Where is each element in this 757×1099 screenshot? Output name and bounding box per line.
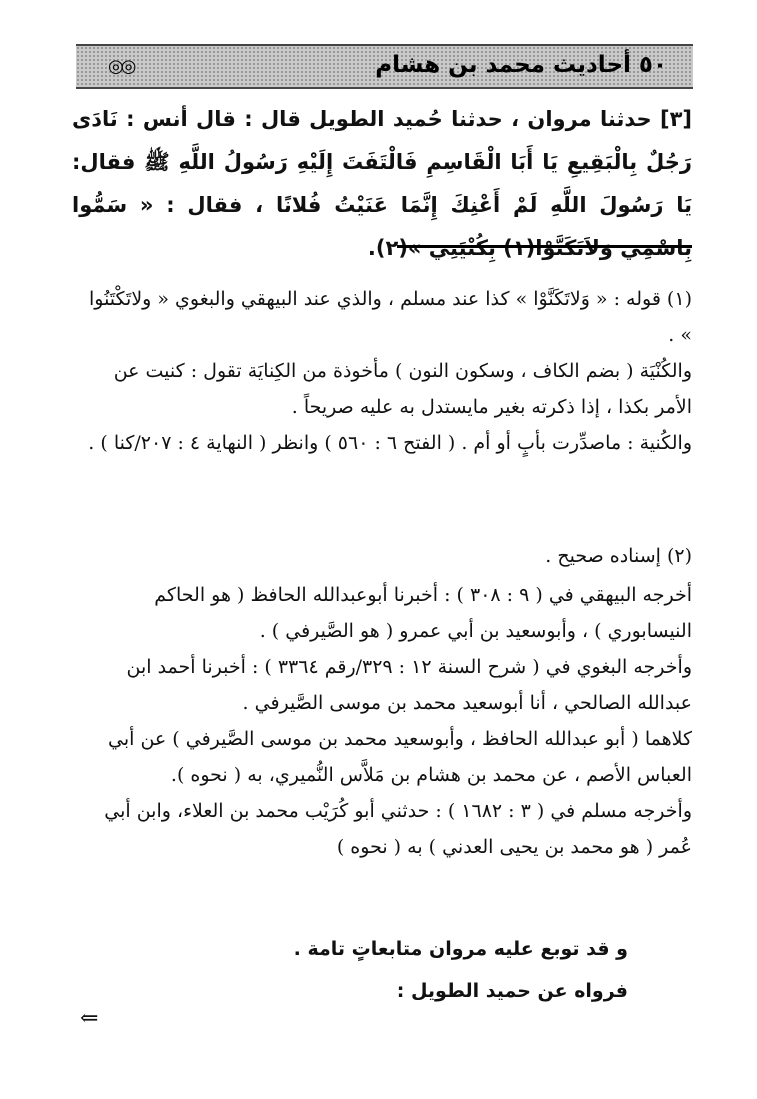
takhrij-paragraph: وأخرجه البغوي في ( شرح السنة ١٢ : ٣٢٩/رقم ٣٣٦٤ ) : أخبرنا أحمد ابن عبدالله الصالحي ، أنا أبوسعيد محمد بن موسى الصَّيرفي .: [126, 656, 692, 714]
closing-section: [68, 928, 628, 1012]
takhrij-paragraph: أخرجه البيهقي في ( ٩ : ٣٠٨ ) : أخبرنا أبوعبدالله الحافظ ( هو الحاكم النيسابوري ) ، وأبوسعيد بن أبي عمرو ( هو الصَّيرفي ) .: [154, 584, 692, 642]
footnote-1-para: والكُنْيَة ( بضم الكاف ، وسكون النون ) مأخوذة من الكِنايَة تقول : كنيت عن الأمر بكذا ، إذا ذكرته بغير مايستدل به عليه صريحاً .: [113, 360, 692, 418]
footnote-1: [72, 281, 692, 461]
footnote-2: (٢) إسناده صحيح .: [545, 545, 692, 567]
hadith-text: [٣] حدثنا مروان ، حدثنا حُميد الطويل قال : قال أنس : نَادَى رَجُلٌ بِالْبَقِيعِ يَا أَبَا الْقَاسِمِ فَالْتَفَتَ إِلَيْهِ رَسُولُ اللَّهِ ﷺ فقال: يَا رَسُولَ اللَّهِ لَمْ أَعْنِكَ إِنَّمَا عَنَيْتُ فُلانًا ، فقال : « سَمُّوا بِاسْمِي وَلاَتَكَنَّوْا(١) بِكُنْيَتِي »(٢).: [72, 107, 692, 260]
ornament-icon: ◎◎: [108, 56, 134, 77]
page-header: [76, 44, 693, 89]
takhrij-paragraph: وأخرجه مسلم في ( ٣ : ١٦٨٢ ) : حدثني أبو كُرَيْب محمد بن العلاء، وابن أبي عُمر ( هو محمد بن يحيى العدني ) به ( نحوه ): [104, 800, 692, 858]
footnote-separator: [397, 245, 692, 248]
header-title: ٥٠ أحاديث محمد بن هشام: [375, 52, 667, 78]
footnote-1-para: والكُنية : ماصدِّرت بأبٍ أو أم . ( الفتح ٦ : ٥٦٠ ) وانظر ( النهاية ٤ : ٢٠٧/كنا ) .: [88, 432, 692, 454]
next-page-arrow-icon: ⇐: [80, 1006, 99, 1031]
closing-line-1: و قد توبع عليه مروان متابعاتٍ تامة .: [293, 938, 628, 960]
takhrij-section: [72, 577, 692, 865]
takhrij-paragraph: كلاهما ( أبو عبدالله الحافظ ، وأبوسعيد محمد بن موسى الصَّيرفي ) عن أبي العباس الأصم ، عن محمد بن هشام بن مَلاَّس النُّميري، به ( نحوه ).: [108, 728, 692, 786]
footnote-1-para: (١) قوله : « وَلاتَكَنَّوْا » كذا عند مسلم ، والذي عند البيهقي والبغوي « ولاتَكْتَنُوا » .: [88, 288, 692, 346]
closing-line-2: فرواه عن حميد الطويل :: [396, 980, 628, 1002]
